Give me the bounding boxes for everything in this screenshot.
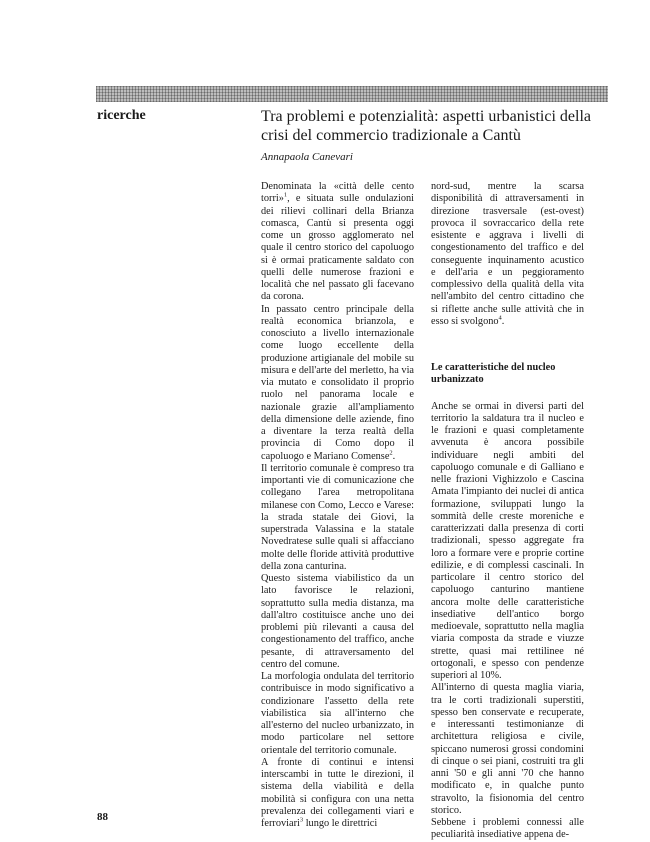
paragraph: La morfologia ondulata del territorio contribuisce in modo significativo a condizionare l'assetto della rete viabilistica sia all'interno che all'esterno del nucleo urbanizzato, in modo particolare nel settore orientale del territorio comunale. (261, 671, 414, 756)
paragraph: A fronte di continui e intensi interscambi in tutte le direzioni, il sistema della viabilità e della mobilità si configura con una netta prevalenza dei collegamenti viari e ferroviari$^3$ lungo le direttrici (261, 756, 414, 829)
header-band (96, 86, 608, 102)
footnote-marker: 4 (498, 314, 502, 322)
article-author: Annapaola Canevari (261, 151, 353, 163)
paragraph: Sebbene i problemi connessi alle peculiarità insediative appena de- (431, 817, 584, 841)
paragraph: In passato centro principale della realtà economica brianzola, e conosciuto a livello internazionale come luogo eccellente della produzione artigianale del mobile su misura e dell'arte del merletto, ha via via mutato e consolidato il proprio ruolo nel panorama locale e nazionale grazie all'ampliamento della dimensione delle aziende, fino a diventare la terza realtà della provincia di Como dopo il capoluogo e Mariano Comense$^2$. (261, 303, 414, 462)
paragraph: Il territorio comunale è compreso tra importanti vie di comunicazione che collegano l'area metropolitana milanese con Como, Lecco e Varese: la strada statale dei Giovi, la superstrada Valassina e la statale Novedratese sulle quali si affacciano molte delle floride attività produttive della zona canturina. (261, 462, 414, 572)
article-title: Tra problemi e potenzialità: aspetti urbanistici della crisi del commercio tradizionale a Cantù (261, 108, 591, 144)
paragraph: Anche se ormai in diversi parti del territorio la saldatura tra il nucleo e le frazioni e quasi completamente avvenuta è ancora possibile individuare negli ambiti del capoluogo comunale e di Galliano e nelle frazioni Vighizzolo e Cascina Amata l'impianto dei nuclei di antica formazione, sviluppati lungo la sommità delle creste moreniche e caratterizzati dalla presenza di corti tradizionali, spesso aggregate fra loro a formare vere e proprie cortine edilizie, e di complessi cascinali. In particolare il centro storico del capoluogo canturino mantiene ancora molte delle caratteristiche insediative dell'antico borgo medioevale, soprattutto nella maglia viaria composta da strade e viuzze strette, quasi mai rettilinee né ortogonali, e spesso con pendenze superiori al 10%. (431, 400, 584, 681)
paragraph: All'interno di questa maglia viaria, tra le corti tradizionali superstiti, spesso ben conservate e recuperate, e interessanti testimonianze di architettura religiosa e civile, spiccano numerosi grossi condomini di cinque o sei piani, costruiti tra gli anni '50 e gli anni '70 che hanno modificato e, in qualche punto stravolto, la fisionomia del centro storico. (431, 682, 584, 816)
text-column-left (261, 181, 414, 830)
section-heading: Le caratteristiche del nucleo urbanizzato (431, 362, 556, 386)
footnote-marker: 2 (389, 449, 393, 457)
footnote-marker: 1 (283, 191, 288, 199)
section-label: ricerche (97, 108, 146, 123)
footnote-marker: 3 (299, 816, 304, 824)
paragraph: nord-sud, mentre la scarsa disponibilità di attraversamenti in direzione trasversale (est-ovest) provoca il sovraccarico della rete esistente e aggrava i livelli di congestionamento del traffico e del conseguente inquinamento acustico e dell'aria e un peggioramento complessivo della qualità della vita nell'ambito del centro cittadino che si riflette anche sulle attività che in esso si svolgono$^4$. (431, 181, 584, 327)
page-number: 88 (97, 811, 108, 823)
text-column-right (431, 181, 584, 842)
paragraph: Denominata la «città delle cento torri»$^1$, e situata sulle ondulazioni dei rilievi collinari della Brianza comasca, Cantù si presenta oggi come un grosso agglomerato nel quale il centro storico del capoluogo si è ormai praticamente saldato con quelli delle numerose frazioni e località che nel passato gli facevano da corona. (261, 181, 414, 303)
paragraph: Questo sistema viabilistico da un lato favorisce le relazioni, soprattutto sulla media distanza, ma dall'altro costituisce anche uno dei problemi più rilevanti a causa del congestionamento del traffico, anche pesante, di attraversamento del centro del comune. (261, 573, 414, 670)
